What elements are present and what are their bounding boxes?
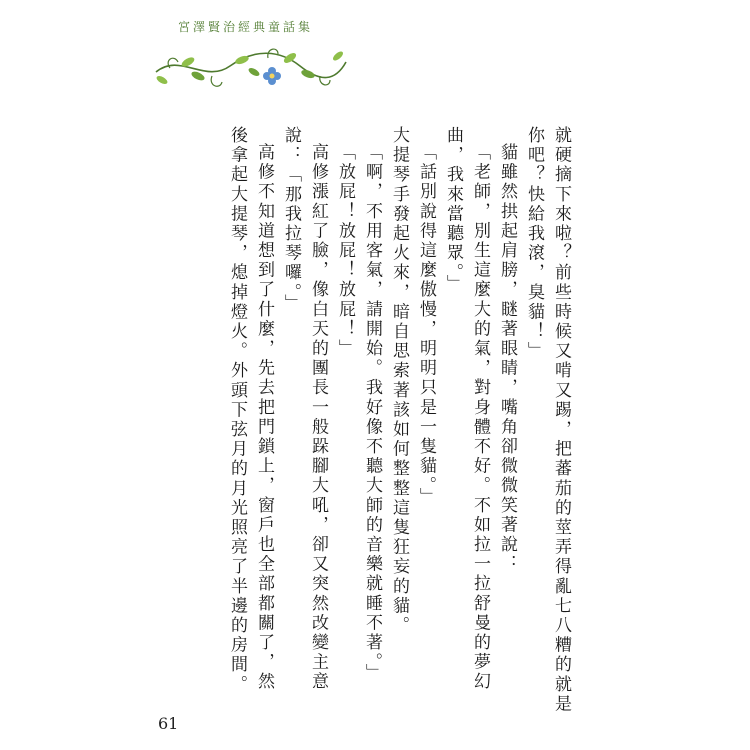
text-line: 你吧？快給我滾，臭貓！」 [524, 126, 544, 362]
series-title: 宮澤賢治經典童話集 [178, 20, 314, 34]
text-line: 「話別說得這麼傲慢，明明只是一隻貓。」 [416, 143, 436, 507]
text-line: 大提琴手發起火來，暗自思索著該如何整整這隻狂妄的貓。 [389, 126, 409, 636]
page-number: 61 [158, 714, 179, 733]
text-line: 「老師，別生這麼大的氣，對身體不好。不如拉一拉舒曼的夢幻 [470, 143, 490, 692]
vine-ornament-icon [150, 32, 350, 96]
story-text [223, 126, 574, 714]
text-line: 「放屁！放屁！放屁！」 [335, 143, 355, 359]
text-line: 曲，我來當聽眾。」 [443, 126, 463, 294]
text-line: 高修不知道想到了什麼，先去把門鎖上，窗戶也全部都關了，然 [254, 143, 274, 692]
header-ornament [150, 14, 350, 96]
text-line: 說：「那我拉琴囉。」 [281, 126, 301, 314]
text-line: 貓雖然拱起肩膀，瞇著眼睛，嘴角卻微微笑著說： [497, 143, 517, 575]
text-line: 後拿起大提琴，熄掉燈火。外頭下弦月的月光照亮了半邊的房間。 [227, 126, 247, 695]
text-line: 高修漲紅了臉，像白天的團長一般跺腳大吼，卻又突然改變主意 [308, 143, 328, 692]
text-line: 「啊，不用客氣，請開始。我好像不聽大師的音樂就睡不著。」 [362, 143, 382, 684]
text-line: 就硬摘下來啦？前些時候又啃又踢，把蕃茄的莖弄得亂七八糟的就是 [551, 126, 571, 714]
